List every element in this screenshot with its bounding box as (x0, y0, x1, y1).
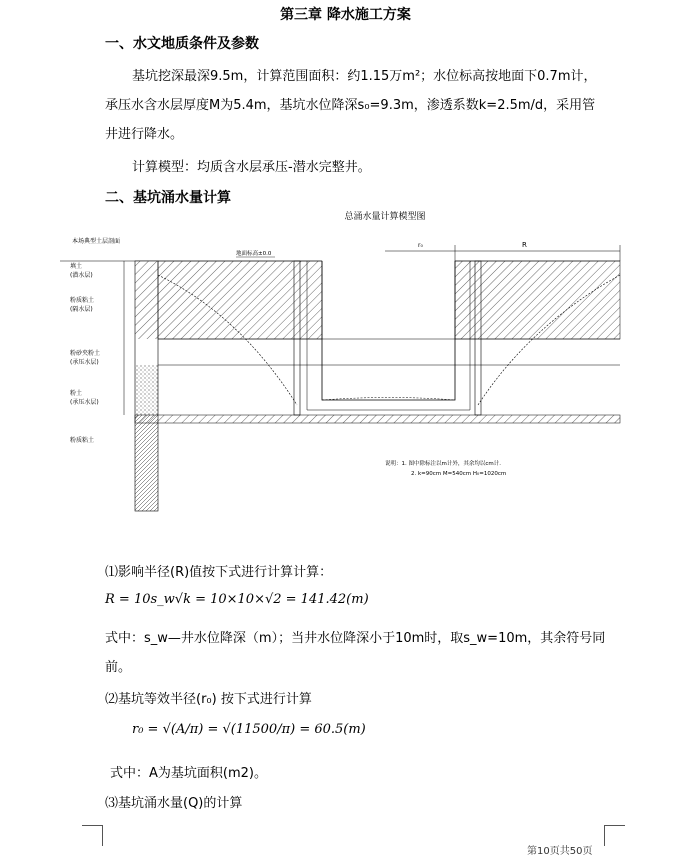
explain1-line2: 前。 (105, 660, 132, 675)
figure-notes-2: 2. k=90cm M=540cm H₀=1020cm (411, 471, 507, 477)
svg-text:粉砂夹粉土: 粉砂夹粉土 (70, 350, 101, 357)
bottom-aquiclude (135, 415, 620, 423)
calc-item2: ⑵基坑等效半径(r₀) 按下式进行计算 (105, 692, 312, 707)
para1-line2: 承压水含水层厚度M为5.4m，基坑水位降深s₀=9.3m，渗透系数k=2.5m/d，采用管 (105, 98, 596, 113)
figure-title: 总涌水量计算模型图 (344, 212, 426, 222)
calc-item3: ⑶基坑涌水量(Q)的计算 (105, 796, 243, 811)
clay-layer-left (158, 261, 322, 339)
explain1-line1: 式中：s_w—井水位降深（m）；当井水位降深小于10m时，取s_w=10m，其余符号同 (105, 631, 606, 646)
page-number: 第10页共50页 (527, 846, 593, 857)
corner-mark-right (604, 825, 625, 846)
svg-text:(隔水层): (隔水层) (70, 306, 93, 313)
soil-column-clay (135, 261, 158, 339)
section2-heading: 二、基坑涌水量计算 (105, 190, 231, 206)
svg-text:粉质粘土: 粉质粘土 (70, 437, 95, 444)
svg-text:(承压水层): (承压水层) (70, 359, 99, 366)
layer-labels (70, 262, 100, 444)
para1-line3: 井进行降水。 (105, 127, 184, 142)
dim-r0-label: r₀ (418, 242, 423, 249)
dim-R-label: R (522, 241, 527, 249)
soil-column-bottom (135, 415, 158, 511)
para1-line1: 基坑挖深最深9.5m，计算范围面积：约1.15万m²；水位标高按地面下0.7m计， (132, 69, 597, 84)
svg-text:填土: 填土 (70, 263, 83, 270)
svg-text:(承压水层): (承压水层) (70, 399, 99, 406)
profile-title: 本场典型土层剖面 (72, 238, 121, 245)
svg-text:粉土: 粉土 (70, 390, 83, 397)
pumping-model-figure (60, 205, 630, 515)
svg-text:粉质粘土: 粉质粘土 (70, 297, 95, 304)
corner-mark-left (82, 825, 103, 846)
soil-column-sand (135, 365, 158, 415)
excavation-pit (322, 261, 455, 400)
svg-text:(潜水层): (潜水层) (70, 272, 93, 279)
water-level-label: 地面标高±0.0 (236, 251, 272, 257)
figure-notes-1: 说明：1. 图中除标注以m计外，其余均以cm计. (385, 461, 501, 467)
calc-item1: ⑴影响半径(R)值按下式进行计算计算： (105, 565, 333, 580)
para2-calc-model: 计算模型：均质含水层承压-潜水完整井。 (132, 160, 371, 175)
section1-heading: 一、水文地质条件及参数 (105, 36, 259, 52)
chapter-title: 第三章 降水施工方案 (280, 7, 411, 23)
explain2: 式中：A为基坑面积(m2)。 (110, 766, 267, 781)
clay-layer-right (455, 261, 620, 339)
formula-r0: r₀ = √(A/π) = √(11500/π) = 60.5(m) (132, 722, 366, 737)
formula-R: R = 10s_w√k = 10×10×√2 = 141.42(m) (105, 592, 369, 607)
